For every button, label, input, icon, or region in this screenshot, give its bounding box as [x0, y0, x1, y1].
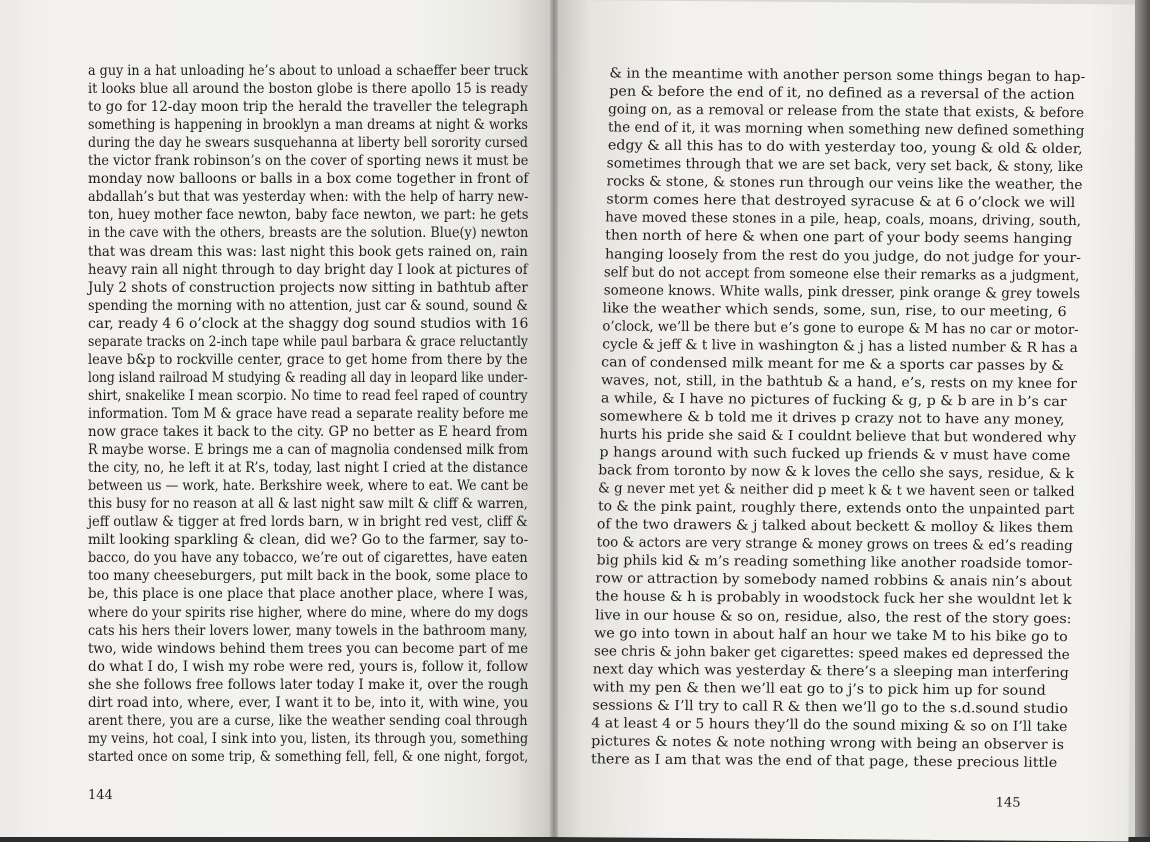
- text-line: abdallah’s but that was yesterday when: with the help of harry new-: [88, 189, 529, 206]
- text-line: live in our house & so on, residue, also, the rest of the story goes:: [594, 606, 1072, 627]
- text-line: between us — work, hate. Berkshire week, where to eat. We cant be: [88, 478, 529, 495]
- text-line: to go for 12-day moon trip the herald the traveller the telegraph: [88, 99, 529, 116]
- text-line: have moved these stones in a pile, heap, coals, moans, driving, south,: [605, 209, 1082, 230]
- text-line: back from toronto by now & k loves the cello she says, residue, & k: [598, 462, 1075, 483]
- text-line: arent there, you are a curse, like the weather sending coal through: [88, 712, 528, 729]
- text-line: big phils kid & m’s reading something like another roadside tomor-: [596, 552, 1073, 573]
- text-line: next day which was yesterday & there’s a sleeping man interfering: [593, 660, 1070, 681]
- text-line: hurts his pride she said & I couldnt believe that but wondered why: [599, 426, 1077, 447]
- text-line: the house & h is probably in woodstock fuck her she wouldnt let k: [595, 588, 1072, 609]
- text-line: like the weather which sends, some, sun, rise, to our meeting, 6: [602, 300, 1068, 320]
- text-line: it looks blue all around the boston globe is there apollo 15 is ready: [88, 81, 528, 98]
- text-line: with my pen & then we’ll eat go to j’s to pick him up for sound: [592, 679, 1046, 699]
- text-line: pictures & notes & note nothing wrong with being an observer is: [591, 733, 1065, 753]
- text-line: then north of here & when one part of your body seems hanging: [604, 227, 1073, 248]
- text-line: pen & before the end of it, no defined as a reversal of the action: [608, 83, 1075, 104]
- text-line: car, ready 4 6 o’clock at the shaggy dog sound studios with 16: [88, 315, 529, 332]
- text-line: hanging loosely from the rest do you judge, do not judge for your-: [604, 245, 1081, 266]
- text-line: that was dream this was: last night this book gets rained on, rain: [88, 243, 528, 260]
- text-line: & in the meantime with another person some things began to hap-: [609, 65, 1086, 86]
- text-line: & g never met yet & neither did p meet k & t we havent seen or talked: [598, 480, 1075, 501]
- text-line: sessions & I’ll try to call R & then we’ll go to the s.d.sound studio: [592, 697, 1068, 717]
- text-line: bacco, do you have any tobacco, we’re out of cigarettes, have eaten: [88, 550, 528, 567]
- text-line: long island railroad M studying & reading all day in leopard like under-: [88, 369, 528, 386]
- right-page: [548, 0, 1135, 842]
- text-line: p hangs around with such fucked up friends & v must have come: [599, 444, 1071, 465]
- text-line: in the cave with the others, breasts are the solution. Blue(y) newton: [88, 225, 529, 242]
- text-line: going on, as a removal or release from the state that exists, & before: [608, 101, 1085, 122]
- text-line: now grace takes it back to the city. GP no better as E heard from: [88, 424, 528, 440]
- text-line: something is happening in brooklyn a man dreams at night & works: [88, 117, 528, 134]
- text-line: spending the morning with no attention, just car & sound, sound &: [88, 297, 528, 314]
- page-number: 144: [88, 788, 113, 803]
- text-line: row or attraction by somebody named robbins & anais nin’s about: [595, 570, 1073, 591]
- text-line: of the two drawers & j talked about beckett & molloy & likes them: [597, 516, 1074, 537]
- page-number: 145: [995, 795, 1021, 811]
- text-line: the victor frank robinson’s on the cover of sporting news it must be: [88, 153, 529, 170]
- text-line: the city, no, he left it at R’s, today, last night I cried at the distance: [88, 460, 529, 477]
- text-line: leave b&p to rockville center, grace to get home from there by the: [88, 351, 528, 368]
- text-line: two, wide windows behind them trees you can become part of me: [88, 640, 529, 657]
- text-line: monday now balloons or balls in a box come together in front of: [88, 171, 529, 188]
- text-line: too & actors are very strange & money grows on trees & ed’s reading: [596, 534, 1073, 555]
- text-line: July 2 shots of construction projects now sitting in bathtub after: [88, 279, 528, 296]
- text-line: can of condensed milk meant for me & a sports car passes by &: [601, 354, 1065, 374]
- book-gutter: [550, 0, 558, 837]
- text-line: self but do not accept from someone else their remarks as a judgment,: [603, 263, 1080, 284]
- page-edge: [1135, 0, 1150, 837]
- left-page: [0, 0, 553, 837]
- text-line: the end of it, it was morning when something new defined something: [607, 119, 1085, 140]
- text-line: rocks & stone, & stones run through our veins like the weather, the: [606, 173, 1083, 194]
- text-line: somewhere & b told me it drives p crazy not to have any money,: [600, 408, 1066, 428]
- text-line: she she follows free follows later today I make it, over the rough: [88, 676, 529, 693]
- text-line: sometimes through that we are set back, very set back, & stony, like: [606, 155, 1084, 176]
- text-line: jeff outlaw & tigger at fred lords barn, w in bright red vest, cliff &: [88, 514, 528, 531]
- text-line: during the day he swears susquehanna at liberty bell sorority cursed: [88, 135, 528, 152]
- text-line: to & the pink paint, roughly there, extends onto the unpainted part: [597, 498, 1074, 519]
- text-line: there as I am that was the end of that page, these precious little: [590, 751, 1057, 771]
- text-line: edgy & all this has to do with yesterday too, young & old & older,: [607, 137, 1083, 158]
- text-line: ton, huey mother face newton, baby face newton, we part: he gets: [88, 207, 529, 224]
- text-line: this busy for no reason at all & last night saw milt & cliff & warren,: [88, 496, 528, 513]
- text-line: heavy rain all night through to day bright day I look at pictures of: [88, 261, 528, 278]
- text-line: separate tracks on 2-inch tape while paul barbara & grace reluctantly: [88, 333, 528, 350]
- text-line: we go into town in about half an hour we take M to his bike go to: [594, 624, 1068, 645]
- text-line: be, this place is one place that place another place, where I was,: [88, 586, 529, 603]
- text-line: a guy in a hat unloading he’s about to unload a schaeffer beer truck: [88, 63, 529, 79]
- text-line: waves, not, still, in the bathtub & a hand, e’s, rests on my knee for: [600, 372, 1077, 392]
- text-line: a while, & I have no pictures of fucking & g, p & b are in b’s car: [600, 390, 1067, 410]
- text-line: do what I do, I wish my robe were red, yours is, follow it, follow: [88, 658, 529, 675]
- text-line: cats his hers their lovers lower, many towels in the bathroom many,: [88, 622, 528, 639]
- text-line: where do your spirits rise higher, where do mine, where do my dogs: [88, 604, 529, 621]
- text-line: o’clock, we’ll be there but e’s gone to europe & M has no car or motor-: [602, 318, 1079, 338]
- text-line: 4 at least 4 or 5 hours they’ll do the sound mixing & so on I’ll take: [591, 715, 1068, 735]
- text-line: information. Tom M & grace have read a separate reality before me: [88, 405, 529, 422]
- text-line: too many cheeseburgers, put milt back in the book, some place to: [88, 568, 528, 585]
- text-line: cycle & jeff & t live in washington & j has a listed number & R has a: [601, 336, 1078, 356]
- text-line: someone knows. White walls, pink dresser, pink orange & grey towels: [603, 281, 1080, 302]
- text-line: started once on some trip, & something fell, fell, & one night, forgot,: [88, 748, 529, 765]
- text-line: dirt road into, where, ever, I want it to be, into it, with wine, you: [88, 694, 529, 711]
- text-line: storm comes here that destroyed syracuse & at 6 o’clock we will: [605, 191, 1075, 212]
- text-line: my veins, hot coal, I sink into you, listen, its through you, something: [88, 730, 529, 747]
- text-line: see chris & john baker get cigarettes: speed makes ed depressed the: [593, 642, 1070, 663]
- text-line: milt looking sparkling & clean, did we? Go to the farmer, say to-: [88, 532, 529, 549]
- text-line: R maybe worse. E brings me a can of magnolia condensed milk from: [88, 442, 529, 459]
- text-line: shirt, snakelike I mean scorpio. No time to read feel raped of country: [88, 387, 528, 404]
